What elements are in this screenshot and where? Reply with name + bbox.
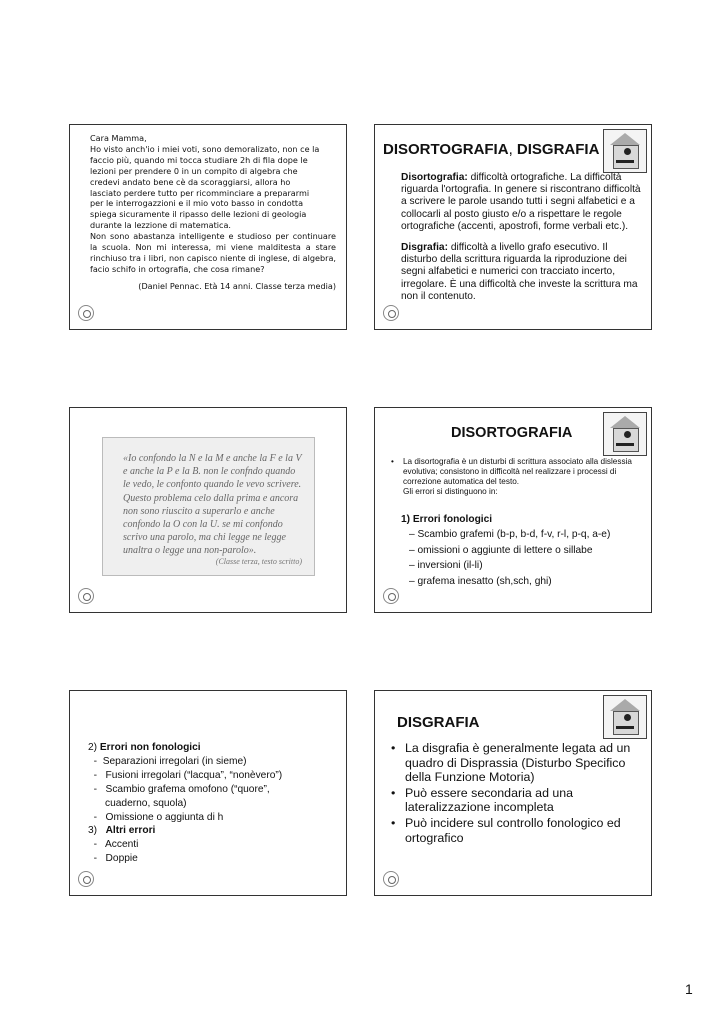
list-item: - Fusioni irregolari (“lacqua”, “nonèvero”) [88, 769, 283, 781]
slide-body [401, 172, 641, 312]
error-item: – Scambio grafemi (b-p, b-d, f-v, r-l, p-q, a-e) [409, 529, 611, 541]
bullet-icon: • [391, 741, 396, 755]
bullet-line: La disortografia è un disturbi di scrittura associato alla dislessia evolutiva; consistono in difficoltà nel realizzare i processi di correzione automatica del testo. [403, 457, 632, 486]
letter-line: lezioni per prendere 0 in un compito di algebra che [90, 165, 298, 176]
definition-disgrafia [401, 242, 641, 303]
list-item: - Omissione o aggiunta di h [88, 811, 224, 823]
error-item: – grafema inesatto (sh,sch, ghi) [409, 575, 552, 587]
slide-title: DISORTOGRAFIA [451, 425, 573, 441]
bullet-text: La disgrafia è generalmente legata ad un quadro di Disprassia (Disturbo Specifico della Funzione Motoria) [405, 741, 631, 785]
letter-line: credevi andato bene cè da scoraggiarsi, allora ho [90, 176, 291, 187]
title-part: DISORTOGRAFIA [383, 141, 509, 158]
quote-text: «Io confondo la N e la M e anche la F e la V e anche la P e la B. non le confndo quando le vedo, le confonto quando le vevo scrivere. Questo problema celo dalla prima e ancora non sono riuscito a superarlo e anche confondo la O con la U. se mi confondo scrivo una parolo, ma chi legge ne legge unaltra o legge una non-parolo». [123, 453, 302, 557]
bullet-item [391, 741, 641, 785]
error-item: – inversioni (il-li) [409, 560, 483, 572]
definition-label: Disortografia: [401, 172, 468, 183]
title-separator: , [508, 141, 517, 158]
section-heading [88, 741, 338, 755]
slide-letter [69, 124, 347, 330]
letter-line: lasciato perdere tutto per ricomminciare a prepararmi [90, 187, 310, 198]
definition-text: difficoltà ortografiche. La difficoltà riguarda l'ortografia. In genere si riscontrano difficoltà a scrivere le parole usando tutti i segni alfabetici e a collocarli al posto giusto e/o a rispettare le regole ortografiche (accenti, apostrofi, forme verbali etc.). [401, 172, 641, 232]
bullet-item [391, 816, 641, 845]
quote-source: (Classe terza, testo scritto) [215, 557, 302, 566]
slide-quote [69, 407, 347, 613]
heading-text: Errori non fonologici [99, 742, 201, 753]
student-desk-icon [603, 129, 647, 173]
bullet-icon: • [391, 785, 396, 800]
page-number: 1 [685, 981, 693, 997]
letter-line: Cara Mamma, [90, 133, 147, 143]
list-item: cuaderno, squola) [88, 797, 187, 809]
bullet-list [391, 741, 641, 846]
letter-line: per le interrogazzioni e il mio voto basso in condotta [90, 198, 304, 209]
error-heading: 1) Errori fonologici [401, 514, 493, 525]
letter-text [90, 133, 336, 292]
definition-label: Disgrafia: [401, 242, 448, 254]
student-desk-icon [603, 695, 647, 739]
letter-line: spiega sicuramente il ripasso delle lezioni di geologia [90, 209, 307, 220]
letter-line: faccio più, quando mi tocca studiare 2h di fila dope le [90, 154, 308, 165]
footer-logo-icon [78, 588, 94, 604]
list-item: - Accenti [88, 839, 139, 851]
definition-disortografia [401, 172, 641, 233]
bullet-text: Può incidere sul controllo fonologico ed ortografico [405, 815, 621, 845]
heading-number: 3) [88, 825, 106, 837]
bullet-text: Può essere secondaria ad una lateralizzazione incompleta [405, 785, 574, 815]
slide-title [383, 141, 599, 158]
letter-signature: (Daniel Pennac. Età 14 anni. Classe terza media) [138, 280, 336, 291]
bullet-icon: • [391, 457, 394, 466]
footer-logo-icon [383, 871, 399, 887]
list-item: - Scambio grafema omofono (“quore”, [88, 783, 270, 795]
letter-line: Ho visto anch'io i miei voti, sono demoralizato, non ce la [90, 143, 320, 154]
footer-logo-icon [78, 305, 94, 321]
student-desk-icon [603, 412, 647, 456]
letter-line: durante la lezzione di matematica. [90, 220, 232, 231]
bullet-text [403, 457, 643, 497]
bullet-line: Gli errori si distinguono in: [403, 487, 498, 496]
error-list [401, 512, 641, 589]
footer-logo-icon [78, 871, 94, 887]
footer-logo-icon [383, 305, 399, 321]
list-item: - Separazioni irregolari (in sieme) [88, 755, 247, 767]
slide-title: DISGRAFIA [397, 714, 480, 731]
bullet-icon: • [391, 815, 396, 830]
list-item: - Doppie [88, 853, 138, 865]
letter-paragraph: Non sono abastanza intelligente e studioso per continuare la scuola. Non mi interessa, mi viene malditesta a stare rinchiuso tra i libri, non capisco niente di inglese, di algebra, facio schifo in ortografia, che cosa rimane? [90, 231, 336, 274]
slide-body [88, 741, 338, 866]
slide-disgrafia [374, 690, 652, 896]
heading-number: 2) [88, 742, 100, 753]
slide-disortografia-disgrafia [374, 124, 652, 330]
title-part: DISGRAFIA [516, 141, 600, 158]
slide-disortografia [374, 407, 652, 613]
bullet-list [391, 457, 643, 497]
quote-box [102, 437, 315, 576]
bullet-item [391, 786, 641, 815]
error-item: – omissioni o aggiunte di lettere o sillabe [409, 544, 593, 556]
footer-logo-icon [383, 588, 399, 604]
definition-text: difficoltà a livello grafo esecutivo. Il disturbo della scrittura riguarda la riproduzione dei segni alfabetici e numerici con tracciato incerto, irregolare. È una difficoltà che investe la scrittura ma non il contenuto. [401, 242, 638, 302]
heading-text: Altri errori [105, 825, 156, 837]
section-heading [88, 824, 338, 838]
slide-errori-non-fonologici [69, 690, 347, 896]
